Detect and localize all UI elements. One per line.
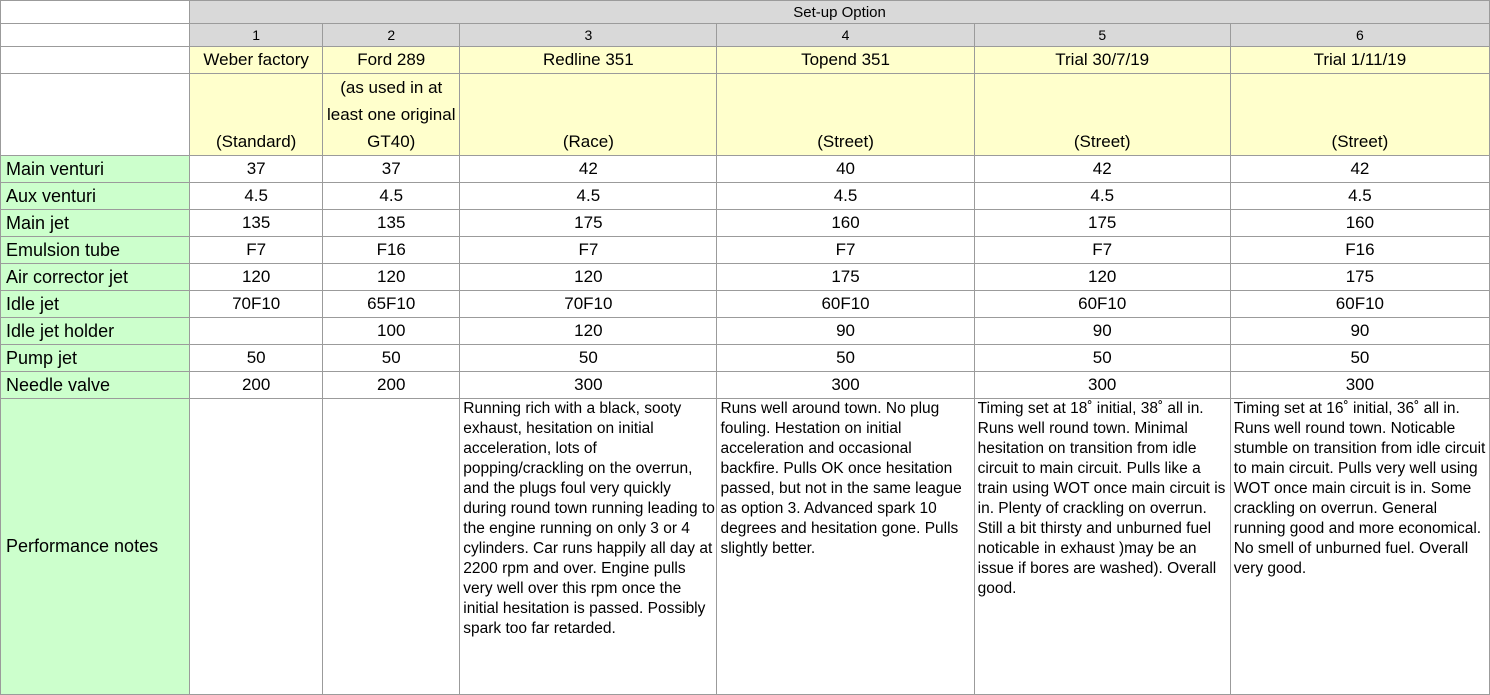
option-name-cell[interactable]: Redline 351 (460, 47, 717, 74)
value-cell[interactable]: F7 (974, 237, 1230, 264)
value-cell[interactable]: 60F10 (717, 291, 974, 318)
value-cell[interactable]: 175 (717, 264, 974, 291)
value-cell[interactable]: F16 (323, 237, 460, 264)
value-cell[interactable]: 175 (460, 210, 717, 237)
value-cell[interactable]: 135 (190, 210, 323, 237)
option-name-cell[interactable]: Topend 351 (717, 47, 974, 74)
option-type-cell[interactable]: (Street) (717, 74, 974, 156)
value-cell[interactable]: 37 (323, 156, 460, 183)
row-label-cell[interactable]: Emulsion tube (1, 237, 190, 264)
option-type-cell[interactable]: (as used in at least one original GT40) (323, 74, 460, 156)
performance-note-cell[interactable]: Running rich with a black, sooty exhaust, hesitation on initial acceleration, lots of popping/crackling on the overrun, and the plugs foul very quickly during round town running leading to the engine running on only 3 or 4 cylinders. Car runs happily all day at 2200 rpm and over. Engine pulls very well over this rpm once the initial hesitation is passed. Possibly spark too far retarded. (460, 399, 717, 695)
value-cell[interactable]: 160 (717, 210, 974, 237)
value-cell[interactable]: 4.5 (717, 183, 974, 210)
value-cell[interactable]: 60F10 (1230, 291, 1489, 318)
value-cell[interactable]: 42 (974, 156, 1230, 183)
value-cell[interactable]: 70F10 (460, 291, 717, 318)
value-cell[interactable]: 200 (323, 372, 460, 399)
value-cell[interactable]: 90 (974, 318, 1230, 345)
value-cell[interactable]: 50 (460, 345, 717, 372)
value-cell[interactable]: 42 (1230, 156, 1489, 183)
value-cell[interactable]: F7 (190, 237, 323, 264)
option-number-cell[interactable]: 1 (190, 24, 323, 47)
option-number-cell[interactable]: 4 (717, 24, 974, 47)
option-type-cell[interactable]: (Street) (974, 74, 1230, 156)
value-cell[interactable]: 100 (323, 318, 460, 345)
value-cell[interactable]: 40 (717, 156, 974, 183)
value-cell[interactable]: 50 (717, 345, 974, 372)
row-label-cell[interactable]: Main venturi (1, 156, 190, 183)
option-type-cell[interactable]: (Race) (460, 74, 717, 156)
value-cell[interactable]: 70F10 (190, 291, 323, 318)
value-cell[interactable]: 50 (974, 345, 1230, 372)
value-cell[interactable]: 300 (717, 372, 974, 399)
cell-blank-a3[interactable] (1, 47, 190, 74)
row-label-cell[interactable]: Idle jet (1, 291, 190, 318)
value-cell[interactable]: 50 (190, 345, 323, 372)
option-type-cell[interactable]: (Street) (1230, 74, 1489, 156)
value-cell[interactable]: 90 (717, 318, 974, 345)
performance-note-cell[interactable]: Timing set at 18˚ initial, 38˚ all in. Runs well round town. Minimal hesitation on transition from idle circuit to main circuit. Pulls like a train using WOT once main circuit is in. Plenty of crackling on overrun. Still a bit thirsty and unburned fuel noticable in exhaust )may be an issue if bores are washed). Overall good. (974, 399, 1230, 695)
value-cell[interactable]: 300 (1230, 372, 1489, 399)
value-cell[interactable]: 160 (1230, 210, 1489, 237)
performance-notes-label[interactable]: Performance notes (1, 399, 190, 695)
value-cell[interactable]: 120 (460, 264, 717, 291)
row-label-cell[interactable]: Air corrector jet (1, 264, 190, 291)
performance-note-cell[interactable]: Runs well around town. No plug fouling. Hestation on initial acceleration and occasional backfire. Pulls OK once hesitation passed, but not in the same league as option 3. Advanced spark 10 degrees and hesitation gone. Pulls slightly better. (717, 399, 974, 695)
value-cell[interactable]: 90 (1230, 318, 1489, 345)
value-cell[interactable]: 120 (974, 264, 1230, 291)
value-cell[interactable] (190, 318, 323, 345)
value-cell[interactable]: 4.5 (974, 183, 1230, 210)
value-cell[interactable]: 4.5 (1230, 183, 1489, 210)
value-cell[interactable]: 120 (323, 264, 460, 291)
option-type-cell[interactable]: (Standard) (190, 74, 323, 156)
option-name-cell[interactable]: Weber factory (190, 47, 323, 74)
performance-note-cell[interactable] (323, 399, 460, 695)
value-cell[interactable]: 65F10 (323, 291, 460, 318)
cell-blank-a1[interactable] (1, 1, 190, 24)
option-name-cell[interactable]: Trial 1/11/19 (1230, 47, 1489, 74)
value-cell[interactable]: F7 (460, 237, 717, 264)
option-number-cell[interactable]: 3 (460, 24, 717, 47)
value-cell[interactable]: 175 (974, 210, 1230, 237)
row-label-cell[interactable]: Pump jet (1, 345, 190, 372)
value-cell[interactable]: 4.5 (460, 183, 717, 210)
value-cell[interactable]: 175 (1230, 264, 1489, 291)
value-cell[interactable]: 135 (323, 210, 460, 237)
value-cell[interactable]: 60F10 (974, 291, 1230, 318)
value-cell[interactable]: 120 (190, 264, 323, 291)
value-cell[interactable]: 300 (974, 372, 1230, 399)
cell-blank-a4[interactable] (1, 74, 190, 156)
value-cell[interactable]: 37 (190, 156, 323, 183)
value-cell[interactable]: 4.5 (323, 183, 460, 210)
value-cell[interactable]: 300 (460, 372, 717, 399)
setup-option-header[interactable]: Set-up Option (190, 1, 1490, 24)
row-label-cell[interactable]: Aux venturi (1, 183, 190, 210)
value-cell[interactable]: 120 (460, 318, 717, 345)
performance-note-cell[interactable]: Timing set at 16˚ initial, 36˚ all in. Runs well round town. Noticable stumble on transition from idle circuit to main circuit. Pulls very well using WOT once main circuit is in. Some crackling on overrun. General running good and more economical. No smell of unburned fuel. Overall very good. (1230, 399, 1489, 695)
value-cell[interactable]: 42 (460, 156, 717, 183)
option-name-cell[interactable]: Trial 30/7/19 (974, 47, 1230, 74)
value-cell[interactable]: 50 (1230, 345, 1489, 372)
option-number-cell[interactable]: 5 (974, 24, 1230, 47)
value-cell[interactable]: 50 (323, 345, 460, 372)
option-name-cell[interactable]: Ford 289 (323, 47, 460, 74)
row-label-cell[interactable]: Idle jet holder (1, 318, 190, 345)
option-number-cell[interactable]: 2 (323, 24, 460, 47)
option-number-cell[interactable]: 6 (1230, 24, 1489, 47)
value-cell[interactable]: F7 (717, 237, 974, 264)
row-label-cell[interactable]: Main jet (1, 210, 190, 237)
value-cell[interactable]: F16 (1230, 237, 1489, 264)
cell-blank-a2[interactable] (1, 24, 190, 47)
value-cell[interactable]: 200 (190, 372, 323, 399)
value-cell[interactable]: 4.5 (190, 183, 323, 210)
row-label-cell[interactable]: Needle valve (1, 372, 190, 399)
performance-note-cell[interactable] (190, 399, 323, 695)
